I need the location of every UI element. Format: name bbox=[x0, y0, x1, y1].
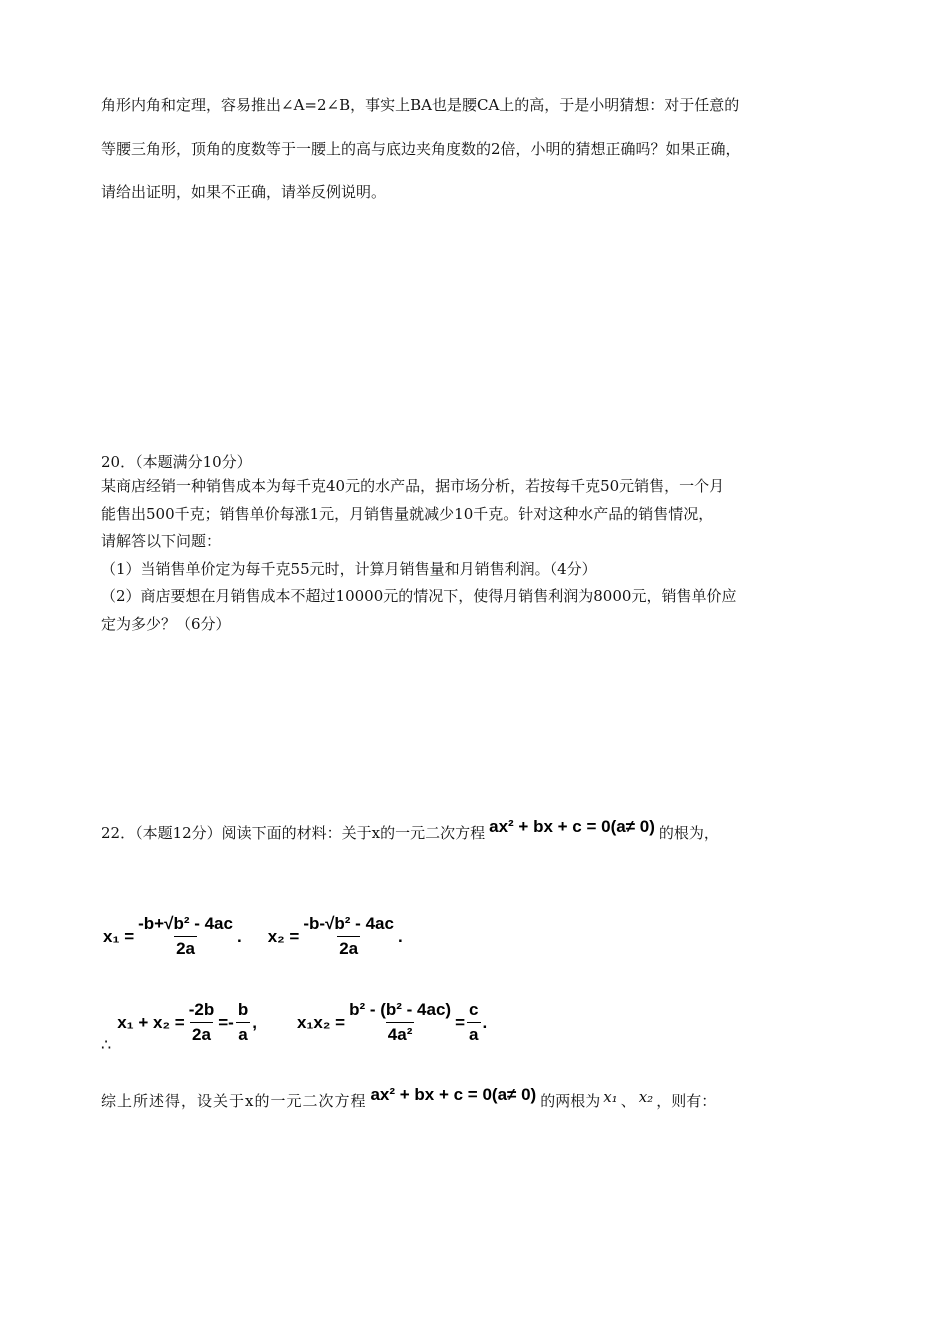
sum-numerator-2: b bbox=[237, 1000, 249, 1019]
problem-20-question-2-line-2: 定为多少？（6分） bbox=[101, 615, 231, 633]
root-x1: x₁ bbox=[603, 1087, 618, 1106]
summary-roots-text: 的两根为 bbox=[540, 1092, 601, 1110]
problem-20-line-3: 请解答以下问题： bbox=[101, 532, 222, 550]
problem-20-question-2-line-1: （2）商店要想在月销售成本不超过10000元的情况下，使得月销售利润为8000元，销售单价应 bbox=[101, 587, 737, 605]
root-2-denominator: 2a bbox=[337, 936, 360, 959]
sum-fraction bbox=[187, 1000, 217, 1045]
problem-20-line-1: 某商店经销一种销售成本为每千克40元的水产品，据市场分析，若按每千克50元销售，一个月 bbox=[101, 477, 725, 495]
root-x2: x₂ bbox=[638, 1087, 654, 1106]
sum-middle: =- bbox=[218, 1012, 234, 1032]
therefore-symbol: ∴ bbox=[101, 1035, 112, 1054]
summary-equation: ax² + bx + c = 0(a≠ 0) bbox=[370, 1084, 537, 1104]
prev-problem-line-1: 角形内角和定理，容易推出∠A=2∠B，事实上BA也是腰CA上的高，于是小明猜想：对于任意的 bbox=[101, 96, 740, 114]
product-lhs: x₁x₂ = bbox=[296, 1012, 346, 1032]
product-denominator: 4a² bbox=[386, 1022, 415, 1045]
problem-20-line-2: 能售出500千克；销售单价每涨1元，月销售量就减少10千克。针对这种水产品的销售情况， bbox=[101, 505, 714, 523]
problem-22-intro-text: 22．（本题12分）阅读下面的材料：关于x的一元二次方程 bbox=[101, 824, 486, 842]
product-numerator: b² - (b² - 4ac) bbox=[349, 1000, 452, 1019]
sum-denominator-2: a bbox=[236, 1022, 249, 1045]
root-1-denominator: 2a bbox=[174, 936, 197, 959]
root-formulas: x₁ = $\frac{\text{-b+√b² - 4ac}}{2a}$ . x₂ = $\frac{\text{-b-√b² - 4ac}}{2a}$ . bbox=[103, 914, 403, 958]
root-2-numerator: -b-√b² - 4ac bbox=[303, 914, 394, 933]
sum-lhs: x₁ + x₂ = bbox=[117, 1012, 185, 1032]
summary-line bbox=[101, 1084, 717, 1111]
product-denominator-2: a bbox=[467, 1022, 480, 1045]
sum-fraction-2 bbox=[236, 1000, 250, 1045]
root-2-lhs: x₂ = bbox=[267, 926, 300, 946]
product-fraction-2 bbox=[467, 1000, 480, 1045]
root-1-numerator: -b+√b² - 4ac bbox=[138, 914, 233, 933]
product-fraction bbox=[347, 1000, 453, 1045]
separator: 、 bbox=[620, 1092, 636, 1110]
prev-problem-line-3: 请给出证明，如果不正确，请举反例说明。 bbox=[101, 183, 387, 201]
problem-20-header: 20．（本题满分10分） bbox=[101, 453, 252, 471]
root-2-fraction bbox=[301, 914, 396, 959]
sum-numerator: -2b bbox=[188, 1000, 215, 1019]
root-1-lhs: x₁ = bbox=[103, 926, 135, 946]
vieta-derivation: ∴ x₁ + x₂ = $\frac{-2b}{2a}$ =- $\frac{b}{a}$ , x₁x₂ = $\frac{\text{b² - (b² - 4ac)}}{\text{4a²}}$ = $\frac{c}{a}$ . bbox=[101, 1000, 488, 1054]
root-1-fraction bbox=[136, 914, 235, 959]
problem-20-question-1: （1）当销售单价定为每千克55元时，计算月销售量和月销售利润。（4分） bbox=[101, 560, 597, 578]
quadratic-equation: ax² + bx + c = 0(a≠ 0) bbox=[489, 816, 655, 836]
product-numerator-2: c bbox=[469, 1000, 479, 1019]
prev-problem-line-2: 等腰三角形，顶角的度数等于一腰上的高与底边夹角度数的2倍，小明的猜想正确吗？如果正确， bbox=[101, 140, 741, 158]
problem-22-intro-end: 的根为， bbox=[658, 824, 719, 842]
summary-end: ，则有： bbox=[656, 1092, 717, 1110]
sum-denominator: 2a bbox=[190, 1022, 213, 1045]
summary-text: 综上所述得，设关于x的一元二次方程 bbox=[101, 1092, 367, 1110]
problem-22-intro bbox=[101, 816, 719, 843]
